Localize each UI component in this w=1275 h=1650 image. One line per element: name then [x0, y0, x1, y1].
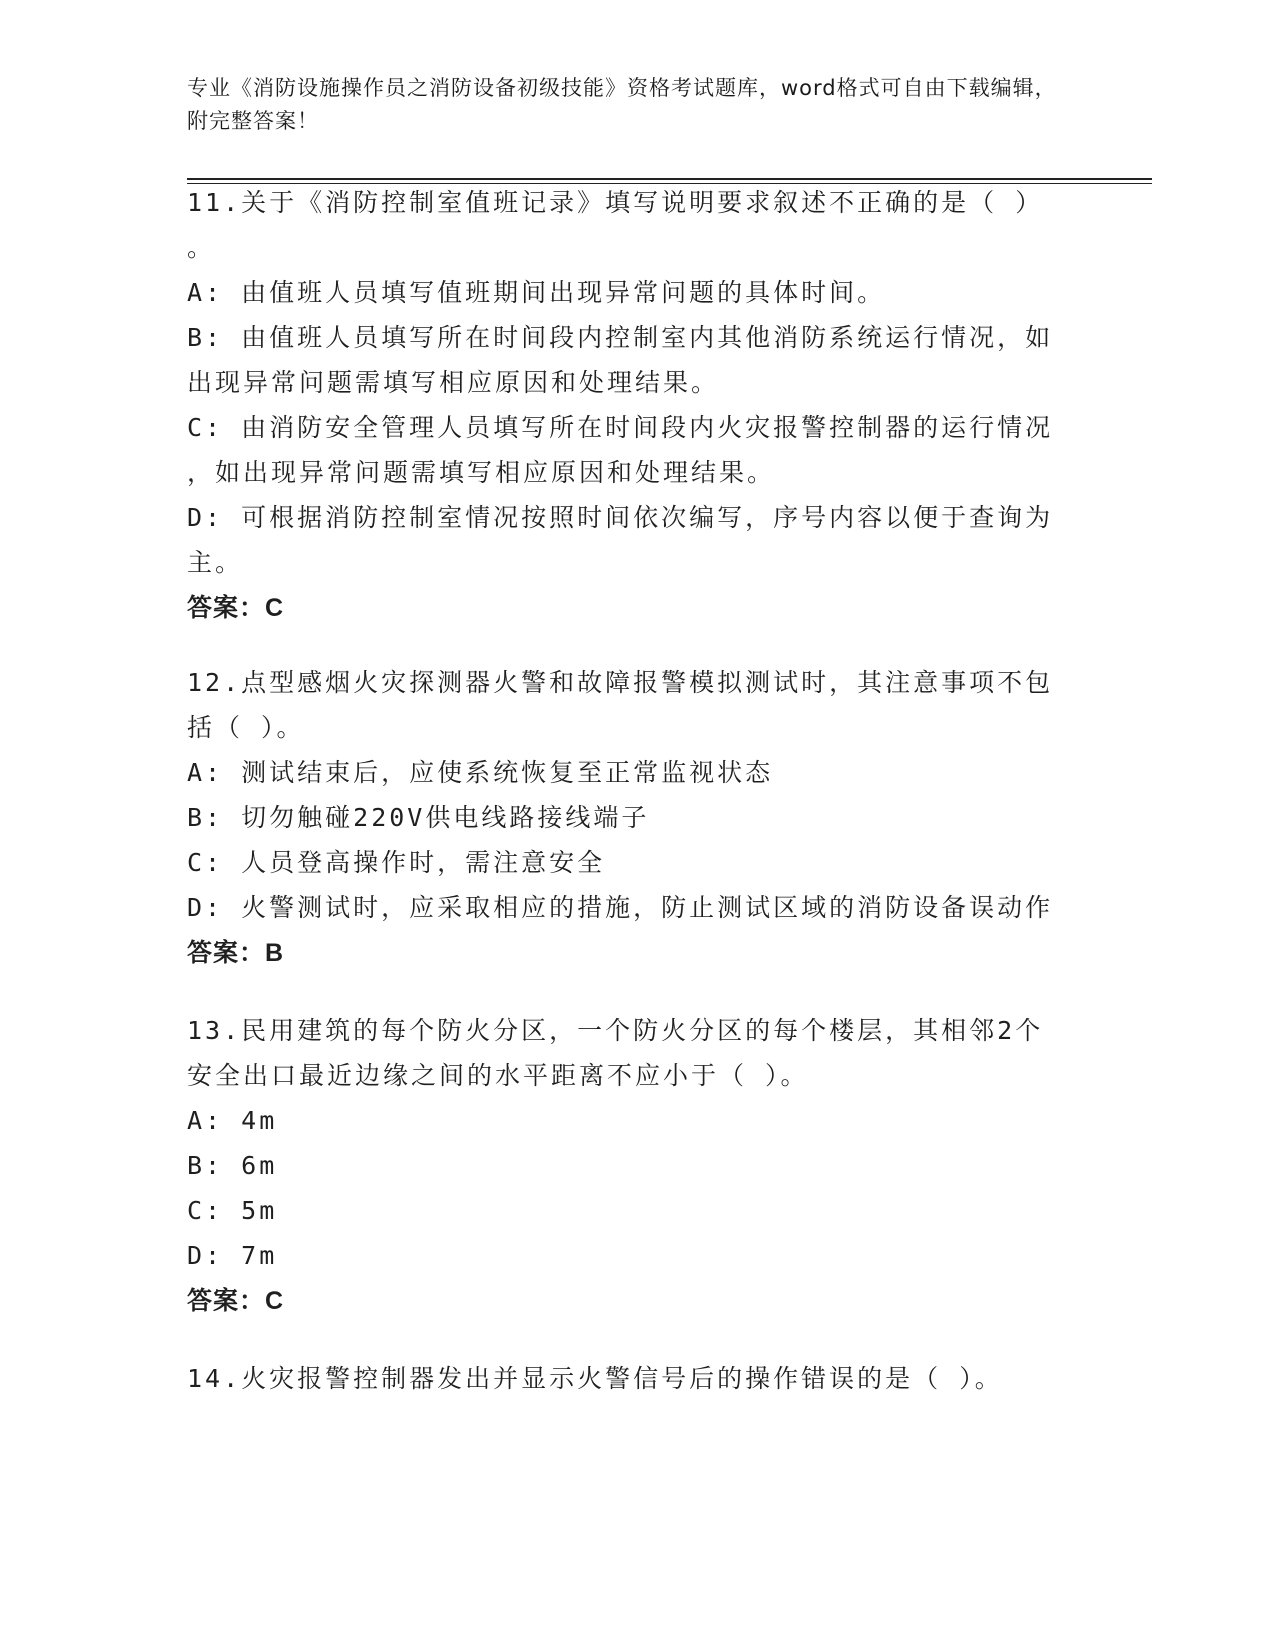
answer-label: 答案：: [187, 938, 266, 967]
question-stem: 13.民用建筑的每个防火分区，一个防火分区的每个楼层，其相邻2个: [187, 1016, 1044, 1045]
option-d: D: 可根据消防控制室情况按照时间依次编写，序号内容以便于查询为: [187, 503, 1054, 532]
document-header: [187, 72, 1067, 138]
answer-line: [187, 585, 1067, 631]
option-c: C: 由消防安全管理人员填写所在时间段内火灾报警控制器的运行情况: [187, 413, 1054, 442]
option-d-continued: 主。: [187, 548, 244, 577]
question-stem-continued: 安全出口最近边缘之间的水平距离不应小于（ ）。: [187, 1061, 809, 1090]
question-12: [187, 660, 1067, 976]
option-b: B: 由值班人员填写所在时间段内控制室内其他消防系统运行情况，如: [187, 323, 1054, 352]
option-d: D: 7m: [187, 1241, 278, 1270]
option-c: C: 人员登高操作时，需注意安全: [187, 848, 606, 877]
option-d: D: 火警测试时，应采取相应的措施，防止测试区域的消防设备误动作: [187, 893, 1054, 922]
question-11: [187, 180, 1067, 631]
header-intro-text: 专业《消防设施操作员之消防设备初级技能》资格考试题库，word格式可自由下载编辑，附完整答案！: [187, 76, 1057, 133]
question-stem: 11.关于《消防控制室值班记录》填写说明要求叙述不正确的是（ ）: [187, 188, 1044, 217]
option-b-continued: 出现异常问题需填写相应原因和处理结果。: [187, 368, 720, 397]
option-a: A: 测试结束后，应使系统恢复至正常监视状态: [187, 758, 774, 787]
answer-line: [187, 930, 1067, 976]
option-c-continued: ，如出现异常问题需填写相应原因和处理结果。: [187, 458, 776, 487]
answer-label: 答案：: [187, 1286, 266, 1315]
option-c: C: 5m: [187, 1196, 278, 1225]
question-stem-continued: 括（ ）。: [187, 713, 305, 742]
option-b: B: 切勿触碰220V供电线路接线端子: [187, 803, 650, 832]
question-stem-continued: 。: [187, 233, 216, 262]
option-a: A: 由值班人员填写值班期间出现异常问题的具体时间。: [187, 278, 886, 307]
answer-value: C: [265, 594, 285, 622]
answer-label: 答案：: [187, 593, 266, 622]
option-b: B: 6m: [187, 1151, 278, 1180]
question-13: [187, 1008, 1067, 1324]
question-14: [187, 1356, 1067, 1401]
answer-value: B: [265, 939, 285, 967]
question-stem: 14.火灾报警控制器发出并显示火警信号后的操作错误的是（ ）。: [187, 1364, 1003, 1393]
answer-line: [187, 1278, 1067, 1324]
answer-value: C: [265, 1287, 285, 1315]
option-a: A: 4m: [187, 1106, 278, 1135]
question-stem: 12.点型感烟火灾探测器火警和故障报警模拟测试时，其注意事项不包: [187, 668, 1054, 697]
